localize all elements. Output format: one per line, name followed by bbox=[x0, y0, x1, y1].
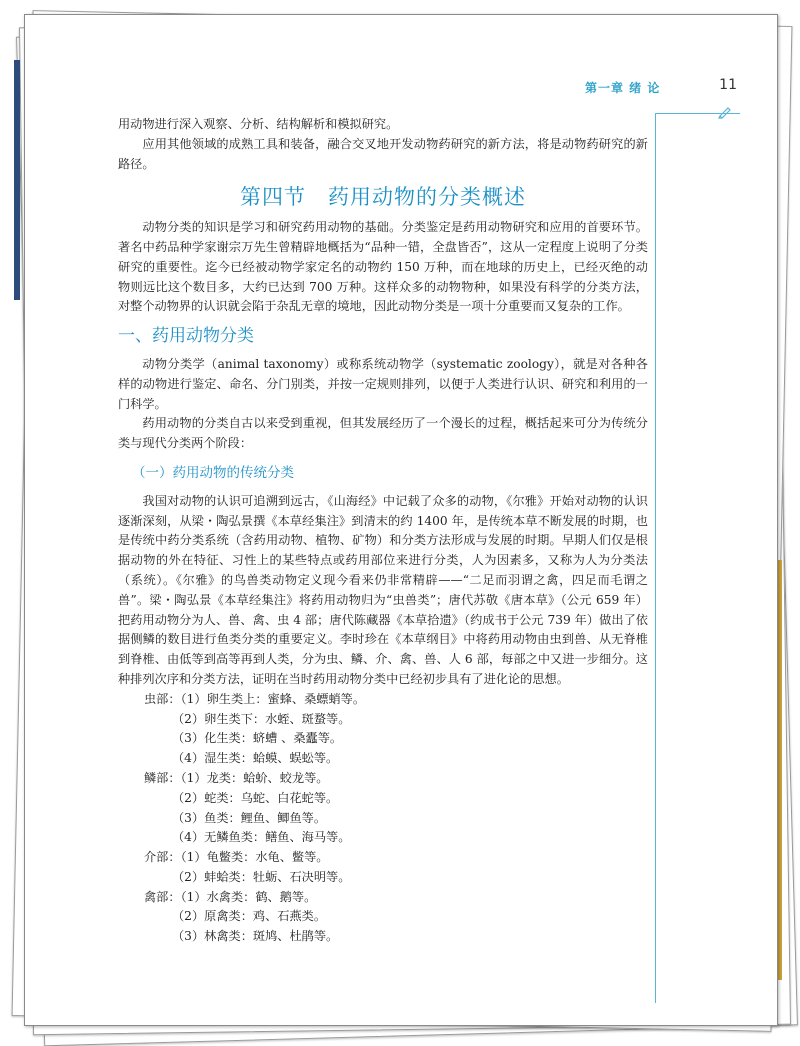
list-item: （2）蛇类：乌蛇、白花蛇等。 bbox=[172, 790, 339, 805]
list-item: （4）湿生类：蛤蟆、蜈蚣等。 bbox=[172, 751, 339, 766]
chapter-label: 第一章 绪 论 bbox=[585, 81, 661, 95]
list-item: （3）化生类：蛴螬 、桑蠹等。 bbox=[172, 731, 343, 746]
pen-icon bbox=[717, 103, 733, 119]
intro-paragraph-1: 用动物进行深入观察、分析、结构解析和模拟研究。 bbox=[118, 117, 399, 131]
category-shells: 介部：（1）龟鳖类：水龟、鳖等。 bbox=[144, 850, 329, 865]
traditional-classification-title: （一）药用动物的传统分类 bbox=[132, 464, 294, 481]
page-number: 11 bbox=[719, 77, 737, 93]
list-item: （4）无鳞鱼类：鳝鱼、海马等。 bbox=[172, 830, 351, 845]
subsection-title: 一、药用动物分类 bbox=[118, 326, 254, 347]
list-item: （2）卵生类下：水蛭、斑蝥等。 bbox=[172, 711, 351, 726]
book-spine-left bbox=[14, 60, 20, 300]
category-scales: 鳞部：（1）龙类：蛤蚧、蛟龙等。 bbox=[144, 770, 329, 785]
section-paragraph-1: 动物分类的知识是学习和研究药用动物的基础。分类鉴定是药用动物研究和应用的首要环节。著名中药品种学家谢宗万先生曾精辟地概括为“品种一错，全盘皆否”，这从一定程度上说明了分类研究的重要性。迄今已经被动物学家定名的动物约 150 万种，而在地球的历史上，已经灭绝的动物则远比这个数目多，大约已达到 700 万种。这样众多的动物物种，如果没有科学的分类方法，对整个动物界的认识就会陷于杂乱无章的境地，因此动物分类是一项十分重要而又复杂的工作。 bbox=[118, 220, 648, 314]
list-item: （2）蚌蛤类：牡蛎、石决明等。 bbox=[172, 869, 351, 884]
traditional-paragraph-1: 我国对动物的认识可追溯到远古，《山海经》中记载了众多的动物，《尔雅》开始对动物的认识逐渐深刻，从梁・陶弘景撰《本草经集注》到清末的约 1400 年，是传统本草不断发展的时期，也是传统中药分类系统（含药用动物、植物、矿物）和分类方法形成与发展的时期。早期人们仅是根据动物的外在特征、习性上的某些特点或药用部位来进行分类，人为因素多，又称为人为分类法（系统）。《尔雅》的鸟兽类动物定义现今看来仍非常精辟——“二足而羽谓之禽，四足而毛谓之兽”。梁・陶弘景《本草经集注》将药用动物归为“虫兽类”；唐代苏敬《唐本草》（公元 659 年）把药用动物分为人、兽、禽、虫 4 部；唐代陈藏器《本草拾遗》（约成书于公元 739 年）做出了依据侧鳞的数目进行鱼类分类的重要定义。李时珍在《本草纲目》中将药用动物由虫到兽、从无脊椎到脊椎、由低等到高等再到人类，分为虫、鳞、介、禽、兽、人 6 部，每部之中又进一步细分。这种排列次序和分类方法，证明在当时药用动物分类中已经初步具有了进化论的思想。 bbox=[118, 493, 648, 686]
list-item: （3）林禽类：斑鸠、杜鹃等。 bbox=[172, 929, 339, 944]
running-header bbox=[585, 77, 755, 97]
margin-rule-vertical bbox=[655, 113, 656, 1003]
list-item: （3）鱼类：鲤鱼、鲫鱼等。 bbox=[172, 810, 327, 825]
page-content bbox=[118, 115, 648, 947]
intro-paragraph-2: 应用其他领域的成熟工具和装备，融合交叉地开发动物药研究的新方法，将是动物药研究的新路径。 bbox=[118, 136, 648, 171]
section-title: 第四节 药用动物的分类概述 bbox=[240, 185, 526, 210]
category-list bbox=[144, 690, 648, 947]
category-insects: 虫部：（1）卵生类上：蜜蜂、桑螵蛸等。 bbox=[144, 691, 366, 706]
subsection-paragraph-2: 药用动物的分类自古以来受到重视，但其发展经历了一个漫长的过程，概括起来可分为传统分类与现代分类两个阶段： bbox=[118, 416, 648, 451]
subsection-paragraph-1: 动物分类学（animal taxonomy）或称系统动物学（systematic zoology），就是对各种各样的动物进行鉴定、命名、分门别类，并按一定规则排列，以便于人类进行认识、研究和利用的一门科学。 bbox=[118, 356, 648, 411]
document-page bbox=[24, 14, 778, 1026]
list-item: （2）原禽类：鸡、石燕类。 bbox=[172, 909, 327, 924]
category-birds: 禽部：（1）水禽类：鹤、鹅等。 bbox=[144, 889, 317, 904]
